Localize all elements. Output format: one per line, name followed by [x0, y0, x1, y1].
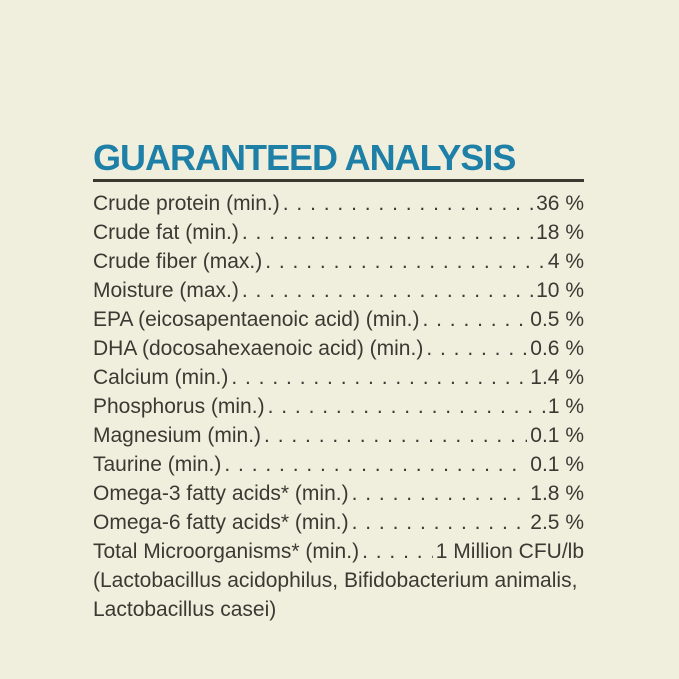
analysis-row	[93, 537, 584, 566]
dot-leader	[362, 537, 433, 566]
analysis-row	[93, 189, 584, 218]
row-value: 1 %	[547, 395, 584, 418]
row-label: Moisture (max.)	[93, 279, 239, 302]
row-value: 0.1 %	[530, 424, 584, 447]
row-value: 1.8 %	[530, 482, 584, 505]
row-label: Calcium (min.)	[93, 366, 229, 389]
dot-leader	[426, 334, 527, 363]
row-label: Phosphorus (min.)	[93, 395, 265, 418]
guaranteed-analysis-section	[93, 138, 584, 624]
dot-leader	[352, 508, 528, 537]
row-value: 0.1 %	[530, 453, 584, 476]
analysis-row	[93, 421, 584, 450]
analysis-row	[93, 450, 584, 479]
row-label: Total Microorganisms* (min.)	[93, 540, 360, 563]
analysis-table	[93, 189, 584, 566]
dot-leader	[268, 392, 545, 421]
row-label: Crude protein (min.)	[93, 192, 280, 215]
row-label: EPA (eicosapentaenoic acid) (min.)	[93, 308, 420, 331]
row-value: 18 %	[536, 221, 584, 244]
row-label: DHA (docosahexaenoic acid) (min.)	[93, 337, 424, 360]
analysis-row	[93, 479, 584, 508]
row-label: Omega-3 fatty acids* (min.)	[93, 482, 349, 505]
row-value: 4 %	[547, 250, 584, 273]
dot-leader	[264, 421, 527, 450]
analysis-row	[93, 363, 584, 392]
analysis-row	[93, 392, 584, 421]
dot-leader	[242, 218, 533, 247]
row-value: 2.5 %	[530, 511, 584, 534]
row-label: Crude fat (min.)	[93, 221, 239, 244]
dot-leader	[224, 450, 527, 479]
row-value: 0.6 %	[530, 337, 584, 360]
row-value: 36 %	[536, 192, 584, 215]
dot-leader	[265, 247, 545, 276]
row-label: Magnesium (min.)	[93, 424, 262, 447]
analysis-row	[93, 334, 584, 363]
dot-leader	[422, 305, 527, 334]
dot-leader	[231, 363, 527, 392]
row-label: Crude fiber (max.)	[93, 250, 263, 273]
analysis-row	[93, 508, 584, 537]
dot-leader	[242, 276, 533, 305]
row-label: Omega-6 fatty acids* (min.)	[93, 511, 349, 534]
dot-leader	[352, 479, 528, 508]
row-label: Taurine (min.)	[93, 453, 222, 476]
microorganisms-footnote: (Lactobacillus acidophilus, Bifidobacterium animalis, Lactobacillus casei)	[93, 569, 578, 621]
row-value: 0.5 %	[530, 308, 584, 331]
row-value: 10 %	[536, 279, 584, 302]
page-title: GUARANTEED ANALYSIS	[93, 137, 516, 178]
dot-leader	[283, 189, 533, 218]
row-value: 1 Million CFU/lb	[435, 540, 584, 563]
analysis-row	[93, 247, 584, 276]
analysis-row	[93, 305, 584, 334]
row-value: 1.4 %	[530, 366, 584, 389]
heading-divider	[93, 179, 584, 182]
analysis-row	[93, 276, 584, 305]
analysis-row	[93, 218, 584, 247]
